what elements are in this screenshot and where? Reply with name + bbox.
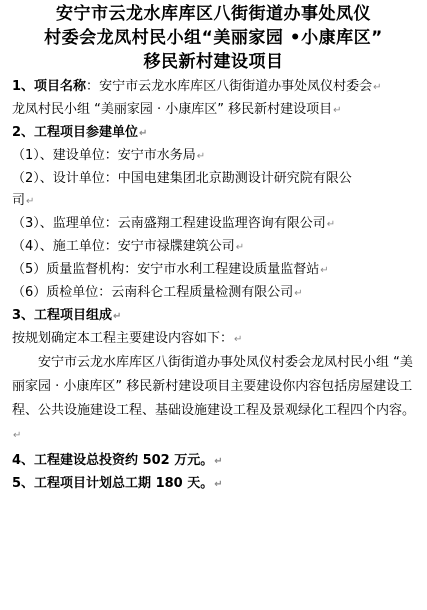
document-title	[0, 0, 427, 74]
document-body	[0, 77, 427, 494]
project-name-line	[12, 77, 419, 97]
participant-item-text: （1）、建设单位：安宁市水务局	[12, 148, 196, 163]
participant-item-text: （4）、施工单位：安宁市禄牒建筑公司	[12, 239, 235, 254]
participants-heading-text: 2、工程项目参建单位	[12, 125, 139, 140]
duration-line	[12, 474, 419, 494]
title-line-1: 安宁市云龙水库库区八街街道办事处凤仪	[56, 4, 371, 24]
paragraph-mark-icon: ↵	[139, 128, 148, 139]
composition-intro-text: 按规划确定本工程主要建设内容如下：	[12, 331, 234, 346]
participant-item-2-cont	[12, 191, 419, 211]
paragraph-mark-icon: ↵	[214, 456, 223, 467]
participant-item-2	[12, 169, 419, 188]
paragraph-mark-icon: ↵	[326, 219, 336, 230]
participants-heading	[12, 123, 419, 143]
paragraph-mark-icon: ↵	[234, 334, 243, 345]
participant-item-text: 司	[12, 193, 26, 208]
paragraph-mark-icon: ↵	[235, 242, 245, 253]
participant-item-text: （5）质量监督机构：安宁市水利工程建设质量监督站	[12, 262, 320, 277]
participant-item-text: （3）、监理单位：云南盛翔工程建设监理咨询有限公司	[12, 216, 326, 231]
paragraph-mark-icon: ↵	[373, 82, 382, 93]
project-name-heading: 1、项目名称	[12, 79, 87, 94]
project-name-text-2: 龙凤村民小组 “美丽家园 · 小康库区” 移民新村建设项目	[12, 102, 333, 117]
participant-item-5	[12, 260, 419, 280]
participant-item-1	[12, 146, 419, 166]
paragraph-mark-icon: ↵	[214, 479, 223, 490]
participant-item-text: （6）质检单位：云南科仑工程质量检测有限公司	[12, 285, 294, 300]
investment-text: 4、工程建设总投资约 502 万元。	[12, 453, 214, 468]
paragraph-mark-icon: ↵	[196, 151, 206, 162]
paragraph-mark-icon: ↵	[333, 105, 342, 116]
paragraph-mark-icon: ↵	[13, 430, 22, 441]
participant-item-6	[12, 283, 419, 303]
title-line-3: 移民新村建设项目	[143, 52, 284, 72]
project-name-separator: ：	[86, 79, 100, 94]
participant-item-3	[12, 214, 419, 234]
paragraph-mark-icon: ↵	[320, 265, 329, 276]
project-name-line-2	[12, 100, 419, 120]
composition-intro	[12, 329, 419, 349]
composition-paragraph-text: 安宁市云龙水库库区八街街道办事处凤仪村委会龙凤村民小组 “美丽家园 · 小康库区” 移民新村建设项目主要建设你内容包括房屋建设工程、公共设施建设工程、基础设施建设工程及景观绿化工程四个内容。	[12, 355, 416, 418]
duration-text: 5、工程项目计划总工期 180 天。	[12, 476, 214, 491]
investment-line	[12, 451, 419, 471]
participant-item-text: （2）、设计单位：中国电建集团北京勘测设计研究院有限公	[12, 171, 352, 186]
paragraph-mark-icon: ↵	[294, 288, 303, 299]
paragraph-mark-icon: ↵	[26, 196, 35, 207]
participant-item-4	[12, 237, 419, 257]
composition-heading-text: 3、工程项目组成	[12, 308, 113, 323]
title-line-2: 村委会龙凤村民小组“美丽家园 •小康库区”	[44, 28, 383, 48]
project-name-text-1: 安宁市云龙水库库区八街街道办事处凤仪村委会	[99, 79, 373, 94]
composition-paragraph	[12, 351, 419, 448]
composition-heading	[12, 306, 419, 326]
paragraph-mark-icon: ↵	[113, 311, 122, 322]
